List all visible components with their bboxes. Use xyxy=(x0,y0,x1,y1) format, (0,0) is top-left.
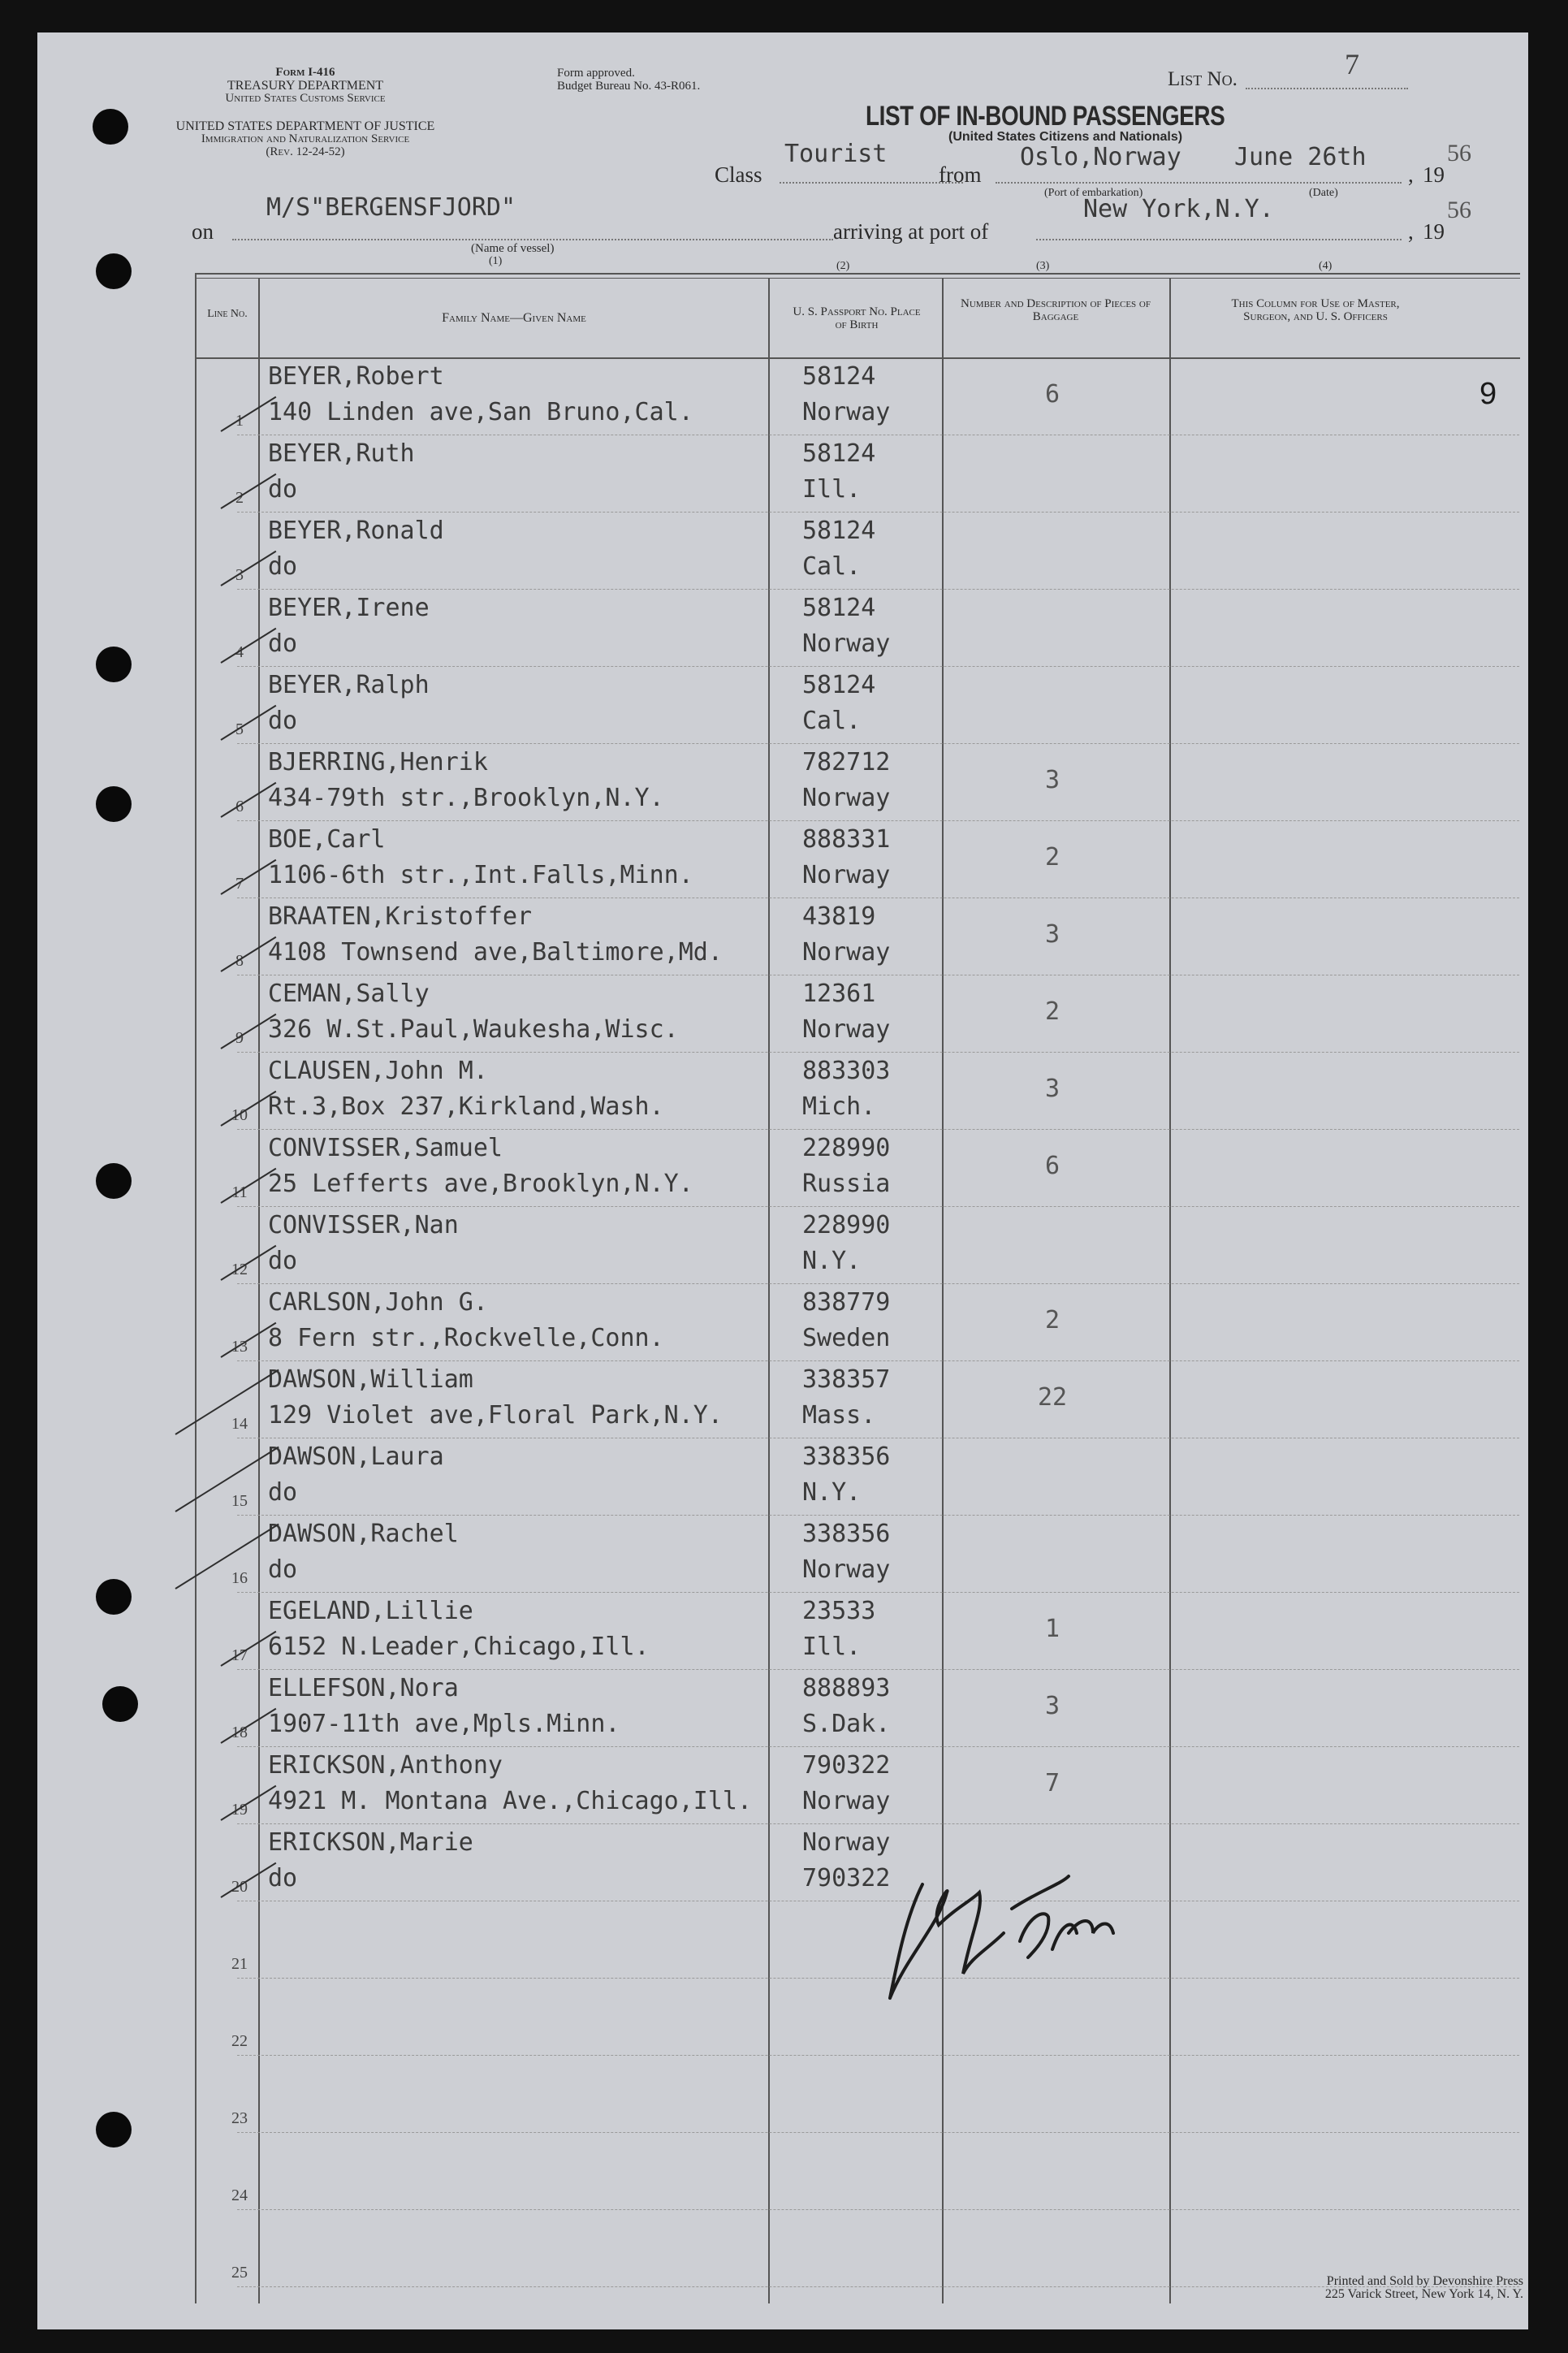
passport-number: Norway xyxy=(802,1828,891,1857)
customs-service: United States Customs Service xyxy=(225,92,386,105)
place-of-birth: Norway xyxy=(802,784,891,812)
list-title: LIST OF IN-BOUND PASSENGERS xyxy=(866,101,1225,132)
ins-name: Immigration and Naturalization Service xyxy=(201,132,410,145)
passport-number: 43819 xyxy=(802,902,876,931)
passenger-name: CARLSON,John G. xyxy=(268,1288,488,1317)
vessel-name: M/S"BERGENSFJORD" xyxy=(266,193,516,222)
passenger-address: do xyxy=(268,1478,298,1507)
passenger-name: EGELAND,Lillie xyxy=(268,1597,473,1625)
place-of-birth: 790322 xyxy=(802,1864,891,1892)
passenger-name: BEYER,Robert xyxy=(268,362,444,391)
table-header-bottom xyxy=(195,357,1520,359)
passport-number: 790322 xyxy=(802,1751,891,1780)
line-number: 2 xyxy=(235,489,244,507)
passenger-address: do xyxy=(268,475,298,504)
col-number-2: (2) xyxy=(836,260,850,272)
line-number: 14 xyxy=(231,1415,248,1433)
list-no-label: List No. xyxy=(1168,68,1238,90)
line-number: 11 xyxy=(231,1183,248,1201)
revision: (Rev. 12-24-52) xyxy=(266,145,345,158)
place-of-birth: Norway xyxy=(802,938,891,967)
place-of-birth: Ill. xyxy=(802,475,862,504)
binder-hole xyxy=(96,786,132,822)
passenger-address: 140 Linden ave,San Bruno,Cal. xyxy=(268,398,693,426)
line-number: 17 xyxy=(231,1646,248,1664)
row-divider xyxy=(237,1129,1519,1130)
date-caption: (Date) xyxy=(1309,187,1338,199)
class-line xyxy=(780,182,963,184)
passenger-address: do xyxy=(268,1555,298,1584)
passport-number: 883303 xyxy=(802,1057,891,1085)
line-number: 1 xyxy=(235,412,244,430)
binder-hole xyxy=(96,1579,132,1615)
line-number: 18 xyxy=(231,1724,248,1741)
binder-hole xyxy=(96,1163,132,1199)
year-value: 56 xyxy=(1447,140,1471,167)
line-number: 15 xyxy=(231,1492,248,1510)
on-label: on xyxy=(192,219,214,244)
binder-hole xyxy=(102,1686,138,1722)
officer-signature xyxy=(849,1836,1142,2031)
line-number: 10 xyxy=(231,1106,248,1124)
printer-line-2: 225 Varick Street, New York 14, N. Y. xyxy=(1324,2287,1523,2301)
passenger-address: 4108 Townsend ave,Baltimore,Md. xyxy=(268,938,723,967)
passport-number: 12361 xyxy=(802,980,876,1008)
passenger-name: CONVISSER,Samuel xyxy=(268,1134,503,1162)
header-passport: U. S. Passport No. Place of Birth xyxy=(793,305,921,331)
col-number-4: (4) xyxy=(1319,260,1333,272)
passenger-address: 326 W.St.Paul,Waukesha,Wisc. xyxy=(268,1015,679,1044)
line-number: 6 xyxy=(235,798,244,815)
place-of-birth: S.Dak. xyxy=(802,1710,891,1738)
baggage-count: 2 xyxy=(1044,997,1060,1026)
class-label: Class xyxy=(715,162,762,187)
dept-name: TREASURY DEPARTMENT xyxy=(227,79,384,93)
passport-number: 888331 xyxy=(802,825,891,854)
class-value: Tourist xyxy=(784,140,888,168)
form-number: Form I-416 xyxy=(275,66,335,79)
header-officers: This Column for Use of Master, Surgeon, and U. S. Officers xyxy=(1231,297,1400,323)
passport-number: 58124 xyxy=(802,517,876,545)
place-of-birth: Cal. xyxy=(802,707,862,735)
col-divider-name xyxy=(768,278,770,2303)
form-approved: Form approved. xyxy=(557,67,635,80)
line-number: 5 xyxy=(235,720,244,738)
line-number: 7 xyxy=(235,875,244,893)
place-of-birth: Russia xyxy=(802,1170,891,1198)
row-divider xyxy=(237,1360,1519,1361)
line-number: 13 xyxy=(231,1338,248,1356)
passport-number: 58124 xyxy=(802,362,876,391)
printer-line-1: Printed and Sold by Devonshire Press xyxy=(1326,2274,1523,2288)
place-of-birth: Sweden xyxy=(802,1324,891,1352)
binder-hole xyxy=(96,2112,132,2148)
passenger-name: BEYER,Ruth xyxy=(268,439,415,468)
col-number-3: (3) xyxy=(1036,260,1050,272)
row-divider xyxy=(237,2132,1519,2133)
arrival-port: New York,N.Y. xyxy=(1083,195,1274,223)
passenger-address: 1907-11th ave,Mpls.Minn. xyxy=(268,1710,620,1738)
header-baggage: Number and Description of Pieces of Baggage xyxy=(961,297,1151,323)
vessel-caption: (Name of vessel) xyxy=(471,242,555,255)
passenger-address: do xyxy=(268,552,298,581)
passenger-name: DAWSON,Rachel xyxy=(268,1520,459,1548)
passport-number: 228990 xyxy=(802,1211,891,1239)
header-line-no: Line No. xyxy=(207,308,248,320)
line-number: 9 xyxy=(235,1029,244,1047)
row-divider xyxy=(237,1746,1519,1747)
place-of-birth: Norway xyxy=(802,861,891,889)
passenger-address: do xyxy=(268,1247,298,1275)
baggage-count: 6 xyxy=(1044,1152,1060,1180)
passport-number: 338356 xyxy=(802,1520,891,1548)
place-of-birth: N.Y. xyxy=(802,1478,862,1507)
line-number: 12 xyxy=(231,1261,248,1278)
header-name: Family Name—Given Name xyxy=(442,311,586,325)
passport-number: 338357 xyxy=(802,1365,891,1394)
passenger-address: 1106-6th str.,Int.Falls,Minn. xyxy=(268,861,693,889)
list-no-line xyxy=(1246,88,1408,89)
passenger-name: ERICKSON,Marie xyxy=(268,1828,473,1857)
line-number: 22 xyxy=(231,2032,248,2050)
baggage-count: 2 xyxy=(1044,1306,1060,1334)
baggage-count: 1 xyxy=(1044,1615,1060,1643)
line-number: 24 xyxy=(231,2186,248,2204)
baggage-count: 6 xyxy=(1044,380,1060,409)
row-divider xyxy=(237,1283,1519,1284)
passport-number: 58124 xyxy=(802,671,876,699)
passport-number: 338356 xyxy=(802,1443,891,1471)
passenger-name: BEYER,Ralph xyxy=(268,671,430,699)
line-number: 23 xyxy=(231,2109,248,2127)
manifest-page xyxy=(37,32,1528,2329)
line-number: 4 xyxy=(235,643,244,661)
from-value: Oslo,Norway xyxy=(1020,143,1181,171)
arriving-label: arriving at port of xyxy=(833,219,989,244)
line-number: 16 xyxy=(231,1569,248,1587)
line-number: 19 xyxy=(231,1801,248,1819)
baggage-count: 3 xyxy=(1044,1692,1060,1720)
row-divider xyxy=(237,512,1519,513)
baggage-count: 3 xyxy=(1044,766,1060,794)
arrival-year-prefix: 19 xyxy=(1423,219,1445,244)
passport-number: 228990 xyxy=(802,1134,891,1162)
row-divider xyxy=(237,2055,1519,2056)
place-of-birth: Cal. xyxy=(802,552,862,581)
list-no-value: 7 xyxy=(1345,48,1359,80)
passenger-address: 4921 M. Montana Ave.,Chicago,Ill. xyxy=(268,1787,753,1815)
row-divider xyxy=(237,1206,1519,1207)
row-divider xyxy=(237,1823,1519,1824)
date-comma: , xyxy=(1408,162,1414,187)
passenger-name: BJERRING,Henrik xyxy=(268,748,488,776)
row-divider xyxy=(237,2209,1519,2210)
passenger-address: 129 Violet ave,Floral Park,N.Y. xyxy=(268,1401,723,1430)
passport-number: 23533 xyxy=(802,1597,876,1625)
passenger-address: do xyxy=(268,1864,298,1892)
row-divider xyxy=(237,666,1519,667)
table-left-border xyxy=(195,273,197,2303)
list-subtitle: (United States Citizens and Nationals) xyxy=(948,130,1183,144)
passenger-name: BOE,Carl xyxy=(268,825,386,854)
place-of-birth: Norway xyxy=(802,629,891,658)
place-of-birth: Ill. xyxy=(802,1633,862,1661)
binder-hole xyxy=(93,109,128,145)
table-top-border-inner xyxy=(195,278,1520,279)
passenger-name: CLAUSEN,John M. xyxy=(268,1057,488,1085)
passenger-address: do xyxy=(268,629,298,658)
passenger-address: Rt.3,Box 237,Kirkland,Wash. xyxy=(268,1092,664,1121)
row-divider xyxy=(237,1592,1519,1593)
year-prefix: 19 xyxy=(1423,162,1445,187)
arrival-line xyxy=(1036,239,1402,240)
place-of-birth: Mich. xyxy=(802,1092,876,1121)
passport-number: 782712 xyxy=(802,748,891,776)
passport-number: 58124 xyxy=(802,594,876,622)
table-top-border xyxy=(195,273,1520,275)
row-divider xyxy=(237,1052,1519,1053)
place-of-birth: N.Y. xyxy=(802,1247,862,1275)
passenger-address: 6152 N.Leader,Chicago,Ill. xyxy=(268,1633,650,1661)
passenger-name: ERICKSON,Anthony xyxy=(268,1751,503,1780)
from-label: from xyxy=(939,162,982,187)
baggage-count: 3 xyxy=(1044,1075,1060,1103)
passenger-address: 8 Fern str.,Rockvelle,Conn. xyxy=(268,1324,664,1352)
binder-hole xyxy=(96,647,132,682)
line-number: 8 xyxy=(235,952,244,970)
row-divider xyxy=(237,589,1519,590)
passenger-name: CONVISSER,Nan xyxy=(268,1211,459,1239)
vessel-col-number: (1) xyxy=(489,255,503,267)
baggage-count: 3 xyxy=(1044,920,1060,949)
vessel-line xyxy=(232,239,833,240)
passenger-name: DAWSON,William xyxy=(268,1365,473,1394)
passport-number: 888893 xyxy=(802,1674,891,1702)
line-number: 20 xyxy=(231,1878,248,1896)
from-line xyxy=(996,182,1402,184)
date-value: June 26th xyxy=(1234,143,1367,171)
passenger-name: BEYER,Irene xyxy=(268,594,430,622)
passenger-name: BRAATEN,Kristoffer xyxy=(268,902,533,931)
binder-hole xyxy=(96,253,132,289)
passenger-address: 25 Lefferts ave,Brooklyn,N.Y. xyxy=(268,1170,693,1198)
line-number: 25 xyxy=(231,2264,248,2282)
arrival-comma: , xyxy=(1408,219,1414,244)
doj-name: UNITED STATES DEPARTMENT OF JUSTICE xyxy=(175,119,435,133)
place-of-birth: Norway xyxy=(802,398,891,426)
port-embark-caption: (Port of embarkation) xyxy=(1044,187,1143,199)
line-number: 3 xyxy=(235,566,244,584)
passenger-address: do xyxy=(268,707,298,735)
row-divider xyxy=(237,1669,1519,1670)
place-of-birth: Norway xyxy=(802,1555,891,1584)
budget-bureau: Budget Bureau No. 43-R061. xyxy=(557,80,701,93)
col-divider-baggage xyxy=(1169,278,1171,2303)
passport-number: 58124 xyxy=(802,439,876,468)
side-mark: 9 xyxy=(1479,377,1497,411)
baggage-count: 22 xyxy=(1037,1383,1068,1412)
place-of-birth: Mass. xyxy=(802,1401,876,1430)
place-of-birth: Norway xyxy=(802,1787,891,1815)
passenger-name: ELLEFSON,Nora xyxy=(268,1674,459,1702)
place-of-birth: Norway xyxy=(802,1015,891,1044)
passenger-name: BEYER,Ronald xyxy=(268,517,444,545)
baggage-count: 2 xyxy=(1044,843,1060,872)
passenger-name: CEMAN,Sally xyxy=(268,980,430,1008)
baggage-count: 7 xyxy=(1044,1769,1060,1797)
line-number: 21 xyxy=(231,1955,248,1973)
row-divider xyxy=(237,1515,1519,1516)
passport-number: 838779 xyxy=(802,1288,891,1317)
passenger-name: DAWSON,Laura xyxy=(268,1443,444,1471)
passenger-address: 434-79th str.,Brooklyn,N.Y. xyxy=(268,784,664,812)
row-divider xyxy=(237,820,1519,821)
arrival-year: 56 xyxy=(1447,197,1471,223)
row-divider xyxy=(237,743,1519,744)
